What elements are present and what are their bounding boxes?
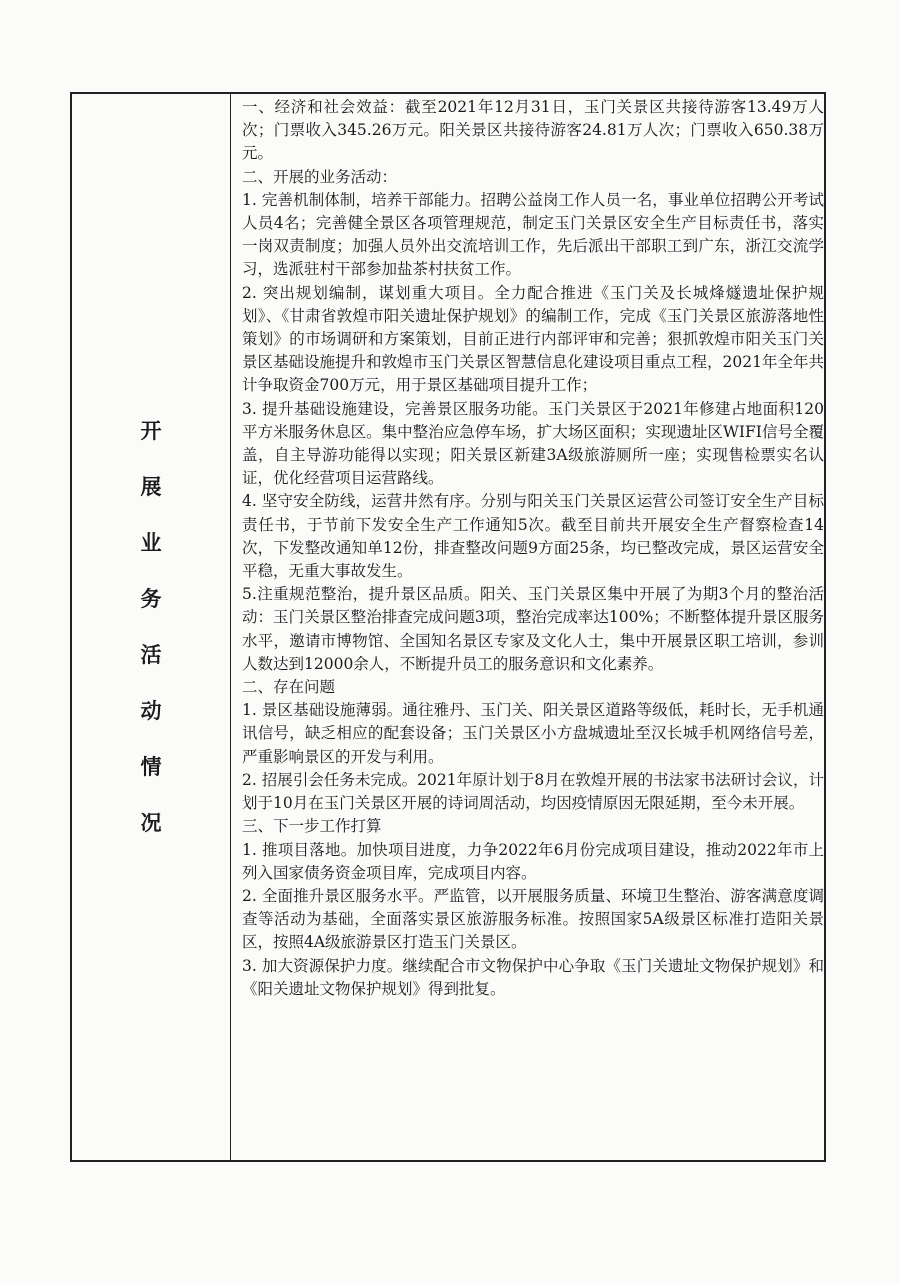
next-step-item-1: 1. 推项目落地。加快项目进度，力争2022年6月份完成项目建设，推动2022年市上列入国家债务资金项目库，完成项目内容。: [242, 840, 824, 882]
report-table: [70, 92, 826, 1162]
activity-item-5: 5.注重规范整治，提升景区品质。阳关、玉门关景区集中开展了为期3个月的整治活动：玉门关景区整治排查完成问题3项，整治完成率达100%；不断整体提升景区服务水平，邀请市博物馆、全国知名景区专家及文化人士，集中开展景区职工培训，参训人数达到12000余人，不断提升员工的服务意识和文化素养。: [242, 585, 824, 673]
activity-item-3: 3. 提升基础设施建设，完善景区服务功能。玉门关景区于2021年修建占地面积120平方米服务休息区。集中整治应急停车场，扩大场区面积；实现遗址区WIFI信号全覆盖，自主导游功能得以实现；阳关景区新建3A级旅游厕所一座；实现售检票实名认证，优化经营项目运营路线。: [242, 399, 824, 488]
problem-item-2: 2. 招展引会任务未完成。2021年原计划于8月在敦煌开展的书法家书法研讨会议，计划于10月在玉门关景区开展的诗词周活动，均因疫情原因无限延期，至今未开展。: [242, 770, 824, 813]
activity-item-1: 1. 完善机制体制，培养干部能力。招聘公益岗工作人员一名，事业单位招聘公开考试人员4名；完善健全景区各项管理规范，制定玉门关景区安全生产目标责任书，落实一岗双责制度；加强人员外出交流培训工作，先后派出干部职工到广东，浙江交流学习，选派驻村干部参加盐茶村扶贫工作。: [242, 190, 824, 279]
column-divider: [230, 94, 231, 1160]
next-step-item-3: 3. 加大资源保护力度。继续配合市文物保护中心争取《玉门关遗址文物保护规划》和《阳关遗址文物保护规划》得到批复。: [242, 956, 824, 998]
section-label-char: 务: [140, 586, 162, 611]
activity-item-2: 2. 突出规划编制，谋划重大项目。全力配合推进《玉门关及长城烽燧遗址保护规划》、《甘肃省敦煌市阳关遗址保护规划》的编制工作，完成《玉门关景区旅游落地性策划》的市场调研和方案策划，目前正进行内部评审和完善；狠抓敦煌市阳关玉门关景区基础设施提升和敦煌市玉门关景区智慧信息化建设项目重点工程，2021年全年共计争取资金700万元，用于景区基础项目提升工作；: [242, 283, 824, 395]
next-steps-heading: 三、下一步工作打算: [242, 817, 382, 836]
section-label: [72, 94, 230, 1160]
activities-heading: 二、开展的业务活动：: [242, 167, 398, 186]
section-label-char: 展: [140, 474, 162, 499]
problem-item-1: 1. 景区基础设施薄弱。通往雅丹、玉门关、阳关景区道路等级低，耗时长，无手机通讯信号，缺乏相应的配套设备；玉门关景区小方盘城遗址至汉长城手机网络信号差，严重影响景区的开发与利用。: [242, 701, 824, 766]
report-content: [242, 96, 824, 1001]
section-label-char: 业: [140, 530, 162, 555]
section-label-char: 动: [140, 698, 162, 723]
next-step-item-2: 2. 全面推升景区服务水平。严监管，以开展服务质量、环境卫生整治、游客满意度调查等活动为基础，全面落实景区旅游服务标准。按照国家5A级景区标准打造阳关景区，按照4A级旅游景区打造玉门关景区。: [242, 886, 824, 952]
problems-heading: 二、存在问题: [242, 678, 336, 697]
economic-benefits-paragraph: 一、经济和社会效益：截至2021年12月31日，玉门关景区共接待游客13.49万人次；门票收入345.26万元。阳关景区共接待游客24.81万人次；门票收入650.38万元。: [242, 98, 824, 163]
section-label-char: 况: [140, 810, 162, 835]
section-label-char: 情: [140, 754, 162, 779]
section-label-char: 开: [140, 418, 162, 443]
activity-item-4: 4. 坚守安全防线，运营井然有序。分别与阳关玉门关景区运营公司签订安全生产目标责任书，于节前下发安全生产工作通知5次。截至目前共开展安全生产督察检查14次，下发整改通知单12份，排查整改问题9方面25条，均已整改完成，景区运营安全平稳，无重大事故发生。: [242, 492, 824, 581]
section-label-char: 活: [140, 642, 162, 667]
